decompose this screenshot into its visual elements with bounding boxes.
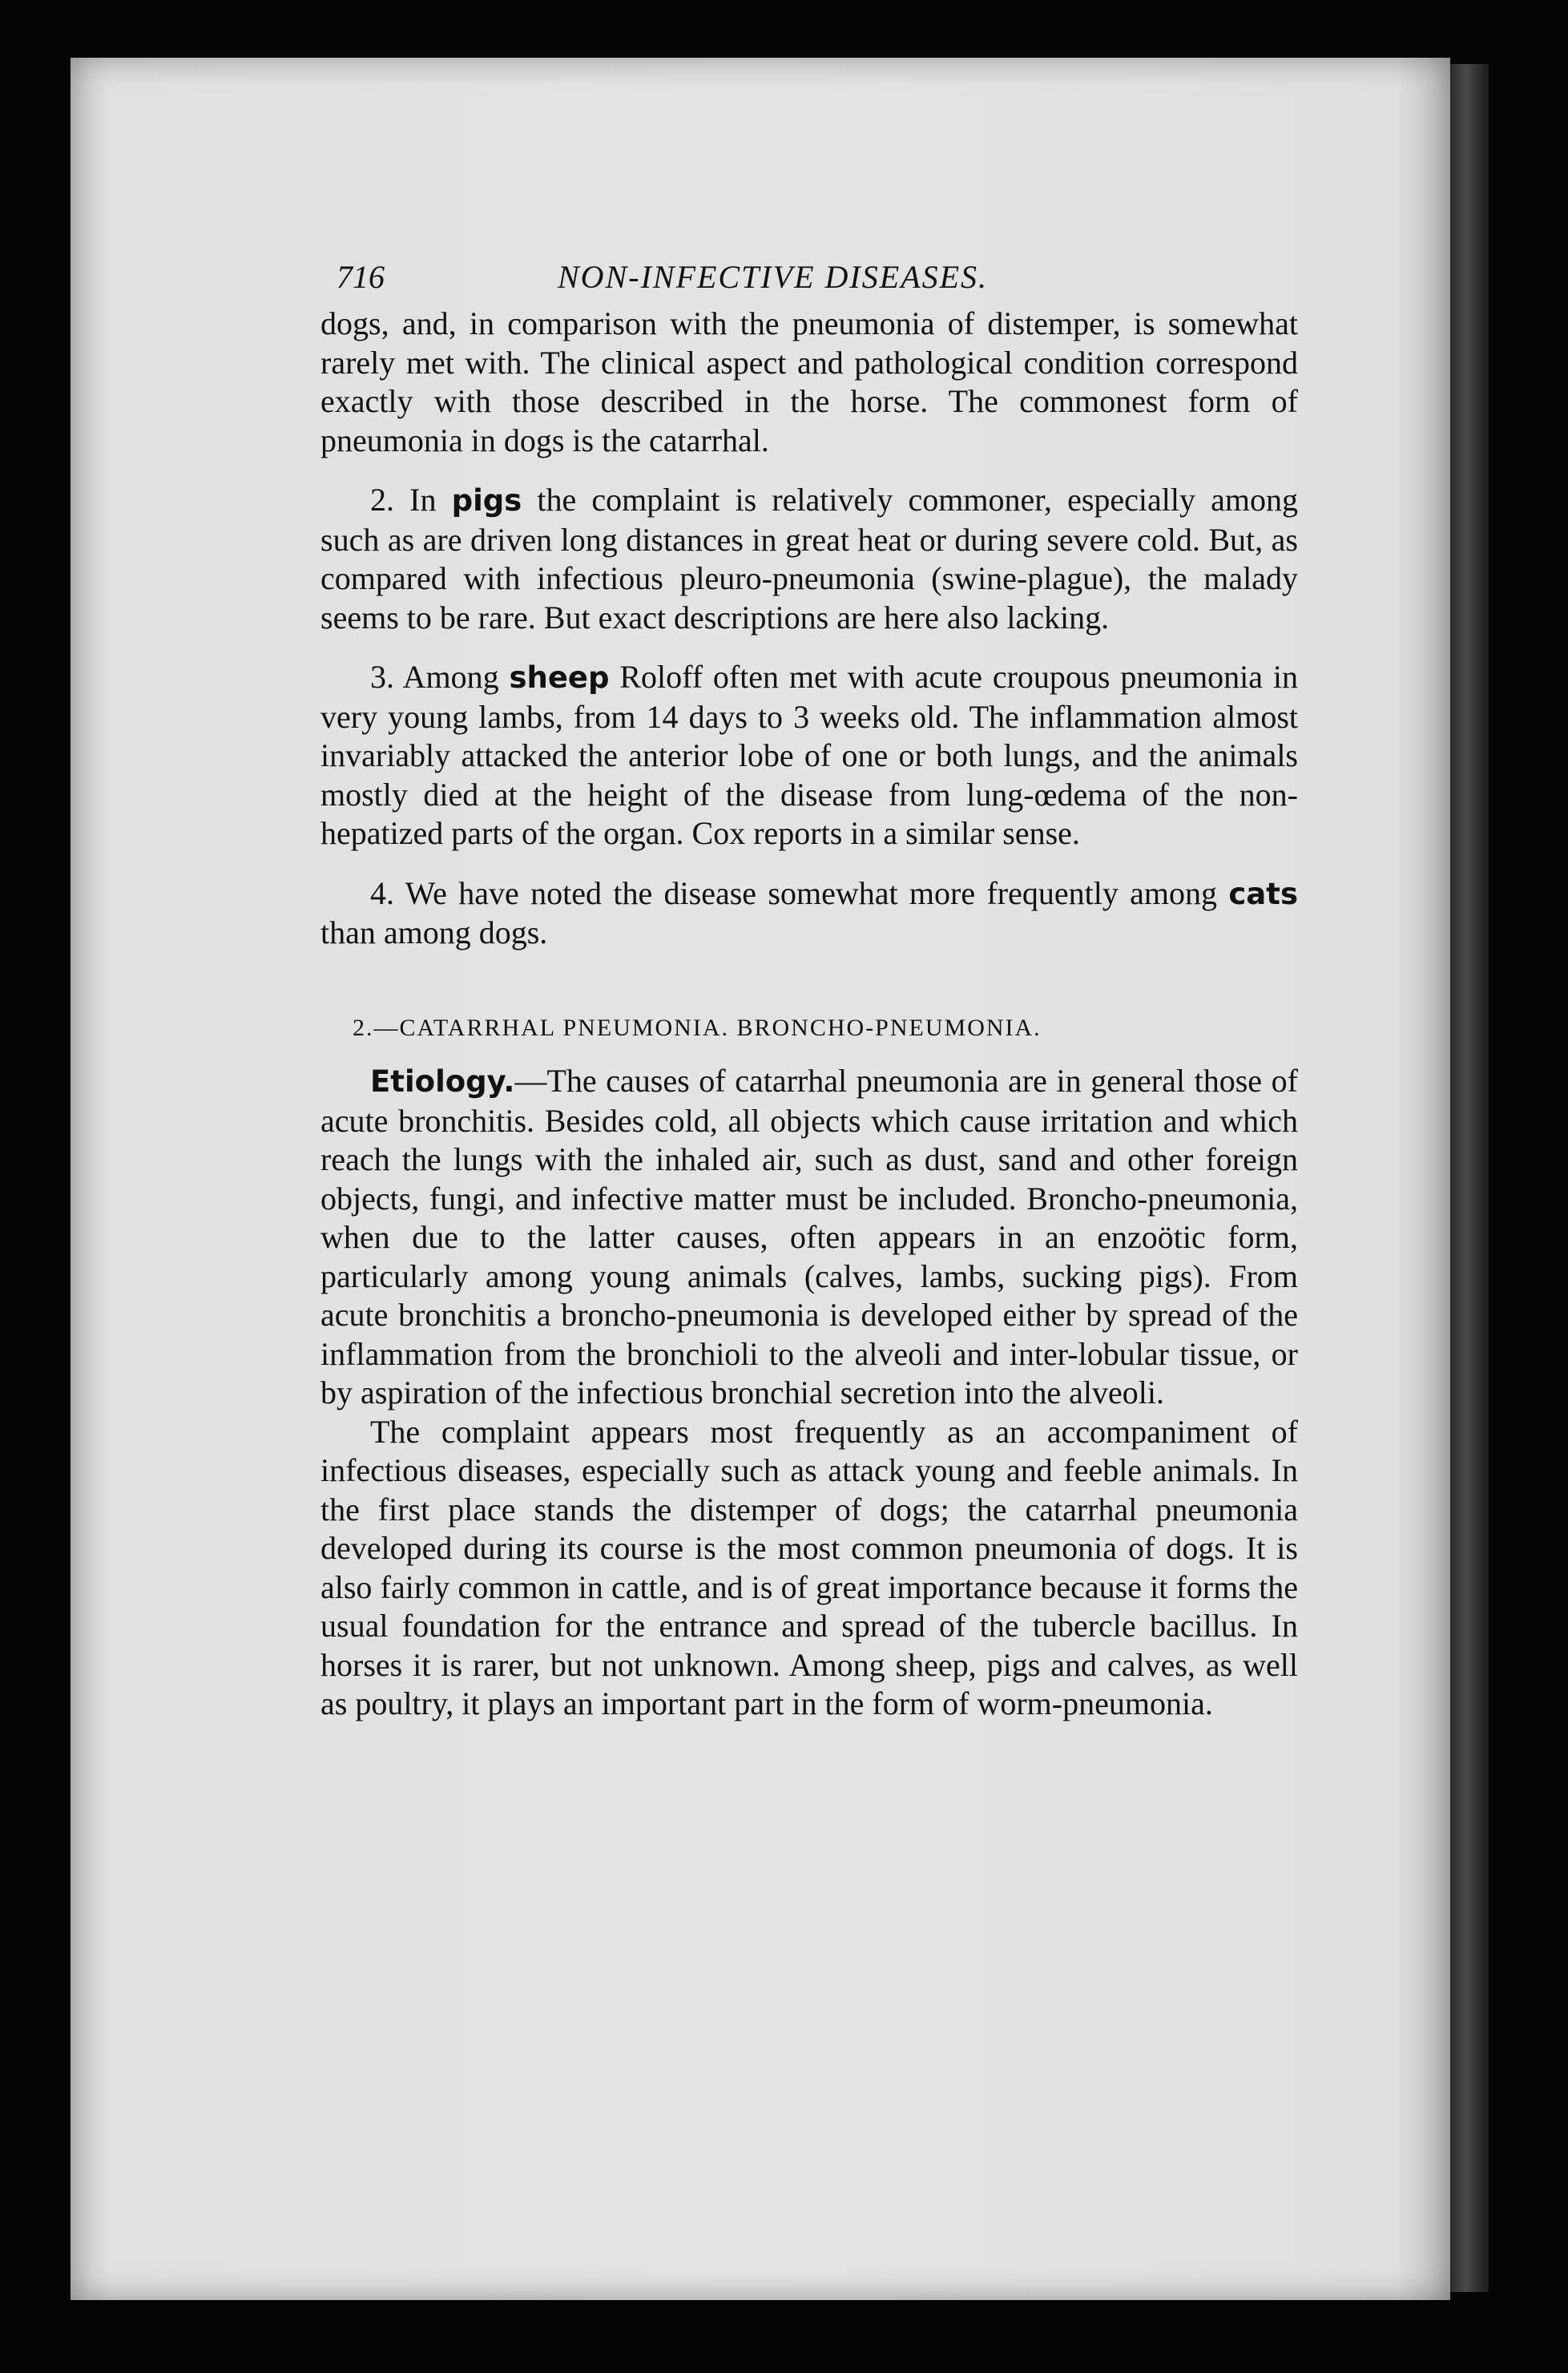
keyword-cats: cats (1228, 876, 1298, 911)
paragraph-cats (320, 874, 1298, 953)
paragraph-sheep-end: Roloff often met with acute croupous pneumonia in very young lambs, from 14 days to 3 weeks old. The inflammation almost invariably attacked the anterior lobe of one or both lungs, and the animals mostly died at the height of the disease from lung-œdema of the non-hepatized parts of the organ. Cox reports in a similar sense. (320, 659, 1298, 851)
running-head (320, 255, 1298, 305)
page-content (320, 255, 1298, 1724)
paragraph-dogs: dogs, and, in comparison with the pneumonia of distemper, is somewhat rarely met with. The clinical aspect and pathological condition correspond exactly with those described in the horse. The commonest form of pneumonia in dogs is the catarrhal. (320, 305, 1298, 458)
paragraph-pigs-start: 2. In (370, 482, 452, 518)
paragraph-sheep (320, 658, 1298, 854)
paragraph-pigs (320, 481, 1298, 637)
paragraph-pigs-end: the complaint is relatively commoner, especially among such as are driven long distances in great heat or during severe cold. But, as compared with infectious pleuro-pneumonia (swine-plague), the malady seems to be rare. But exact descriptions are here also lacking. (320, 482, 1298, 636)
page-number: 716 (337, 259, 385, 295)
paragraph-etiology (320, 1062, 1298, 1413)
keyword-sheep: sheep (509, 660, 610, 695)
keyword-pigs: pigs (451, 483, 522, 518)
paragraph-cats-start: 4. We have noted the disease somewhat more frequently among (370, 874, 1229, 911)
book-edge (1450, 64, 1489, 2292)
paragraph-etiology-text: —The causes of catarrhal pneumonia are in general those of acute bronchitis. Besides cold, all objects which cause irritation and which reach the lungs with the inhaled air, such as dust, sand and other foreign objects, fungi, and infective matter must be included. Broncho-pneumonia, when due to the latter causes, often appears in an enzoötic form, particularly among young animals (calves, lambs, sucking pigs). From acute bronchitis a broncho-pneumonia is developed either by spread of the inflammation from the bronchioli to the alveoli and inter-lobular tissue, or by aspiration of the infectious bronchial secretion into the alveoli. (320, 1063, 1298, 1410)
paragraph-complaint: The complaint appears most frequently as an accompaniment of infectious diseases, especially such as attack young and feeble animals. In the first place stands the distemper of dogs; the catarrhal pneumonia developed during its course is the most common pneumonia of dogs. It is also fairly common in cattle, and is of great importance because it forms the usual foundation for the entrance and spread of the tubercle bacillus. In horses it is rarer, but not unknown. Among sheep, pigs and calves, as well as poultry, it plays an important part in the form of worm-pneumonia. (320, 1413, 1298, 1721)
running-title: NON-INFECTIVE DISEASES. (558, 259, 989, 295)
section-heading: 2.—CATARRHAL PNEUMONIA. BRONCHO-PNEUMONIA. (353, 1014, 1042, 1041)
paragraph-sheep-start: 3. Among (370, 659, 510, 695)
paragraph-cats-end: than among dogs. (320, 914, 548, 950)
heading-etiology: Etiology. (370, 1064, 515, 1099)
